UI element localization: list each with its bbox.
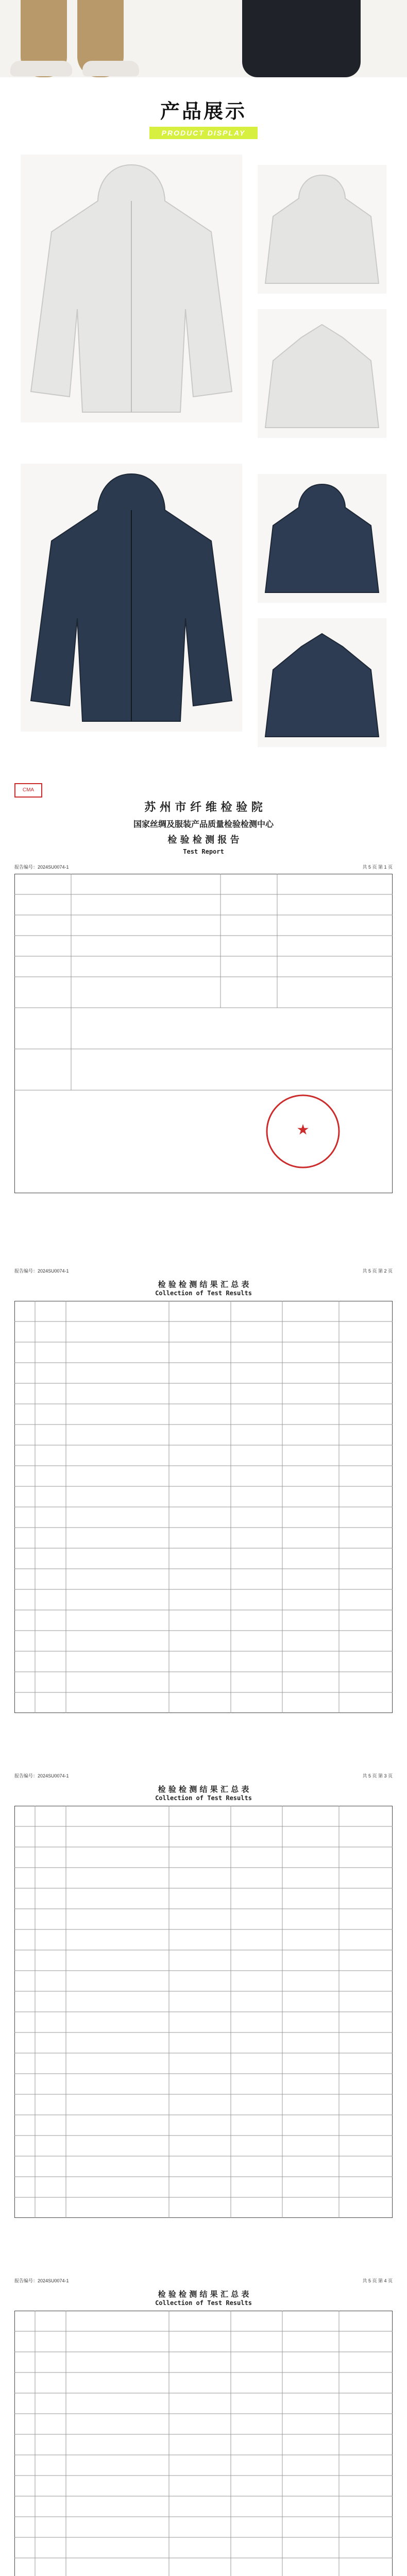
section-title: 产品展示 — [160, 100, 247, 123]
hero-photo — [0, 0, 407, 77]
report-header: 报告编号：2024SU0074-1 共 5 页 第 4 页 — [14, 2278, 393, 2283]
product-photo-navy-main — [21, 464, 242, 732]
page-indicator: 共 5 页 第 1 页 — [362, 865, 393, 870]
collection-title: 检 验 检 测 结 果 汇 总 表 — [158, 1280, 249, 1289]
report-number: 2024SU0074-1 — [38, 865, 69, 870]
product-photo-grey-hood — [258, 165, 386, 294]
report-page-1 — [14, 783, 393, 1226]
collection-title-en: Collection of Test Results — [155, 1794, 252, 1802]
product-photo-navy-hood — [258, 474, 386, 603]
product-photo-grey-collar — [258, 309, 386, 438]
cma-logo: CMA — [14, 783, 42, 798]
page-indicator: 共 5 页 第 3 页 — [362, 1773, 393, 1778]
navy-jacket-icon — [258, 618, 386, 747]
report-page-2 — [14, 1267, 393, 1721]
collection-title-en: Collection of Test Results — [155, 1290, 252, 1297]
product-photo-grey-main — [21, 155, 242, 422]
navy-jacket-icon — [258, 474, 386, 603]
institute-name: 苏 州 市 纤 维 检 验 院 — [144, 801, 263, 814]
section-subtitle: PRODUCT DISPLAY — [149, 127, 258, 139]
results-table — [14, 2311, 393, 2576]
report-page-4 — [14, 2277, 393, 2576]
report-header: 报告编号：2024SU0074-1 共 5 页 第 3 页 — [14, 1773, 393, 1778]
shoe — [10, 61, 72, 76]
dark-coat — [242, 0, 361, 77]
grey-jacket-icon — [21, 155, 242, 422]
grey-jacket-icon — [258, 309, 386, 438]
collection-title: 检 验 检 测 结 果 汇 总 表 — [158, 2290, 249, 2299]
collection-title-en: Collection of Test Results — [155, 2299, 252, 2307]
svg-text:★: ★ — [296, 1122, 310, 1138]
report-page-3 — [14, 1772, 393, 2226]
report-title-en: Test Report — [183, 848, 224, 855]
page-indicator: 共 5 页 第 2 页 — [362, 1268, 393, 1274]
report-title: 检 验 检 测 报 告 — [167, 835, 240, 845]
navy-jacket-icon — [21, 464, 242, 732]
grey-jacket-icon — [258, 165, 386, 294]
product-photo-navy-collar — [258, 618, 386, 747]
report-info-table — [14, 874, 393, 1193]
center-name: 国家丝绸及服装产品质量检验检测中心 — [133, 819, 274, 829]
results-table — [14, 1301, 393, 1713]
results-table — [14, 1806, 393, 2218]
report-header: 报告编号：2024SU0074-1 共 5 页 第 1 页 — [14, 865, 393, 870]
report-header: 报告编号：2024SU0074-1 共 5 页 第 2 页 — [14, 1268, 393, 1274]
shoe — [82, 61, 139, 76]
collection-title: 检 验 检 测 结 果 汇 总 表 — [158, 1785, 249, 1794]
page-indicator: 共 5 页 第 4 页 — [362, 2278, 393, 2283]
